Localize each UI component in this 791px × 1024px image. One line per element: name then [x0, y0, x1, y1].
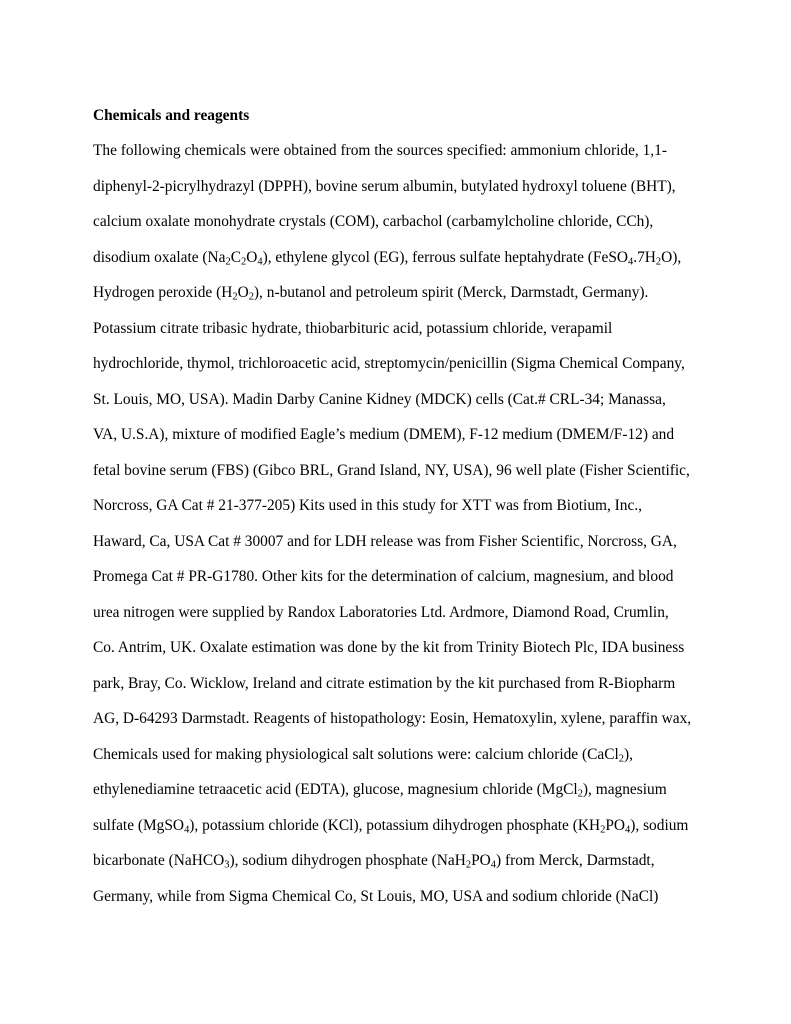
text-line	[93, 745, 723, 765]
text-line	[93, 177, 723, 197]
text-line	[93, 887, 723, 907]
text-run: AG, D-64293 Darmstadt. Reagents of histopathology: Eosin, Hematoxylin, xylene, paraffin wax,	[93, 710, 692, 727]
text-line	[93, 780, 723, 800]
text-line	[93, 816, 723, 836]
section-heading: Chemicals and reagents	[93, 107, 250, 124]
subscript: 2	[618, 753, 624, 765]
subscript: 2	[232, 291, 238, 303]
text-run: ), n-butanol and petroleum spirit (Merck, Darmstadt, Germany).	[253, 284, 649, 301]
text-line	[93, 248, 723, 268]
text-run: Chemicals used for making physiological salt solutions were: calcium chloride (CaCl	[93, 745, 619, 763]
text-run: park, Bray, Co. Wicklow, Ireland and citrate estimation by the kit purchased from R-Biopharm	[93, 674, 676, 692]
text-line	[93, 674, 723, 694]
subscript: 4	[184, 824, 190, 836]
text-run: urea nitrogen were supplied by Randox Laboratories Ltd. Ardmore, Diamond Road, Crumlin,	[93, 603, 669, 621]
text-run: VA, U.S.A), mixture of modified Eagle’s medium (DMEM), F-12 medium (DMEM/F-12) and	[93, 426, 675, 443]
text-line	[93, 141, 723, 161]
text-line	[93, 319, 723, 339]
text-line	[93, 709, 723, 729]
text-line	[93, 354, 723, 374]
text-line	[93, 567, 723, 587]
text-line	[93, 283, 723, 303]
text-line	[93, 532, 723, 552]
subscript: 4	[257, 256, 263, 268]
text-run: The following chemicals were obtained from the sources specified: ammonium chloride, 1,1-	[93, 142, 667, 159]
subscript: 2	[600, 824, 606, 836]
text-run: ), magnesium	[582, 781, 667, 798]
text-run: ethylenediamine tetraacetic acid (EDTA), glucose, magnesium chloride (MgCl	[93, 781, 578, 798]
text-run: Haward, Ca, USA Cat # 30007 and for LDH release was from Fisher Scientific, Norcross, GA,	[93, 532, 677, 550]
subscript: 4	[628, 256, 634, 268]
text-run: C	[230, 248, 241, 266]
text-line	[93, 212, 723, 232]
subscript: 2	[225, 256, 231, 268]
text-run: St. Louis, MO, USA). Madin Darby Canine Kidney (MDCK) cells (Cat.# CRL-34; Manassa,	[93, 390, 666, 408]
text-run: bicarbonate (NaHCO	[93, 852, 225, 869]
text-run: sulfate (MgSO	[93, 816, 185, 834]
subscript: 4	[625, 824, 631, 836]
text-run: ), ethylene glycol (EG), ferrous sulfate heptahydrate (FeSO	[262, 248, 628, 266]
text-run: ), sodium	[630, 816, 689, 834]
text-run: Potassium citrate tribasic hydrate, thiobarbituric acid, potassium chloride, verapamil	[93, 319, 613, 337]
text-line	[93, 603, 723, 623]
text-run: diphenyl-2-picrylhydrazyl (DPPH), bovine serum albumin, butylated hydroxyl toluene (BHT),	[93, 177, 676, 195]
subscript: 2	[577, 788, 583, 800]
text-run: disodium oxalate (Na	[93, 248, 226, 266]
text-run: Co. Antrim, UK. Oxalate estimation was done by the kit from Trinity Biotech Plc, IDA business	[93, 639, 685, 656]
text-run: O),	[661, 248, 682, 266]
text-run: ), sodium dihydrogen phosphate (NaH	[229, 852, 466, 869]
text-line	[93, 851, 723, 871]
text-line	[93, 638, 723, 658]
subscript: 3	[224, 859, 230, 871]
document-body	[93, 106, 723, 907]
text-run: ), potassium chloride (KCl), potassium dihydrogen phosphate (KH	[189, 816, 601, 834]
subscript: 2	[248, 291, 254, 303]
text-run: .7H	[633, 248, 656, 266]
subscript: 2	[655, 256, 662, 268]
text-run: Germany, while from Sigma Chemical Co, St Louis, MO, USA and sodium chloride (NaCl)	[93, 887, 659, 905]
text-run: calcium oxalate monohydrate crystals (COM), carbachol (carbamylcholine chloride, CCh),	[93, 213, 654, 230]
text-run: Hydrogen peroxide (H	[93, 284, 233, 301]
subscript: 4	[490, 859, 496, 871]
text-run: O	[237, 284, 249, 301]
text-run: PO	[471, 852, 491, 869]
text-line	[93, 461, 723, 481]
text-run: hydrochloride, thymol, trichloroacetic acid, streptomycin/penicillin (Sigma Chemical Company,	[93, 355, 685, 372]
text-run: fetal bovine serum (FBS) (Gibco BRL, Grand Island, NY, USA), 96 well plate (Fisher Scientific,	[93, 461, 690, 479]
text-run: Norcross, GA Cat # 21-377-205) Kits used in this study for XTT was from Biotium, Inc.,	[93, 497, 643, 514]
text-run: ),	[623, 745, 633, 763]
body-paragraph	[93, 141, 723, 907]
text-line	[93, 496, 723, 516]
text-run: ) from Merck, Darmstadt,	[495, 852, 655, 869]
subscript: 2	[465, 859, 472, 871]
text-run: O	[246, 248, 258, 266]
text-line	[93, 425, 723, 445]
text-run: PO	[605, 816, 626, 834]
text-line	[93, 390, 723, 410]
text-run: Promega Cat # PR-G1780. Other kits for the determination of calcium, magnesium, and blood	[93, 568, 674, 585]
subscript: 2	[241, 256, 247, 268]
